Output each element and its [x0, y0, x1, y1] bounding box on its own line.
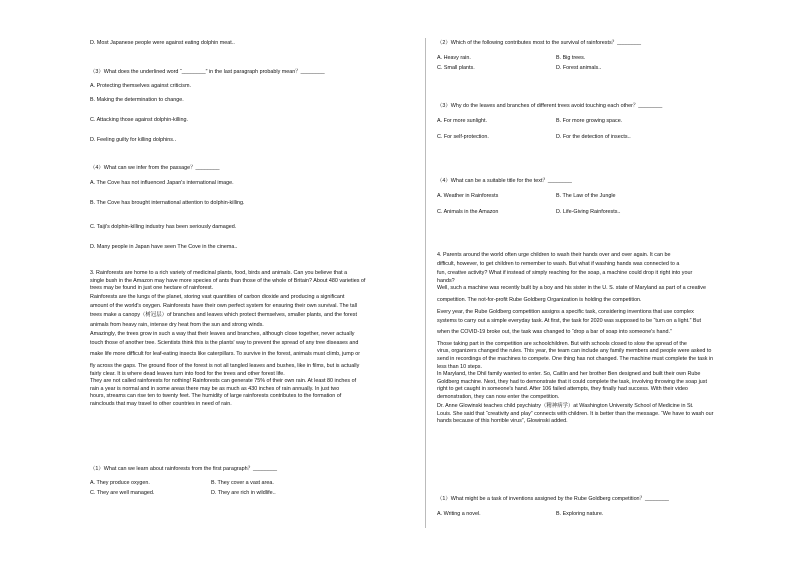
p3-q3-option-d: D. For the detection of insects.． — [556, 134, 635, 140]
p3-q1-option-c: C. They are well managed. — [90, 490, 155, 496]
q3-option-a: A. Protecting themselves against criticism. — [90, 83, 191, 89]
p3-q4-option-d: D. Life-Giving Rainforests.． — [556, 209, 625, 215]
p3-q2-option-b: B. Big trees. — [556, 55, 586, 61]
q1-option-d: D. Most Japanese people were against eating dolphin meat.． — [90, 40, 239, 46]
passage-4-line: competition. The not-for-profit Rube Goldberg Organization is holding the competition. — [437, 296, 642, 303]
passage-3-line: trees make a canopy（树冠层）of branches and leaves which protect themselves, smaller plants, and the forest — [90, 312, 357, 319]
passage-3-line: animals from heavy rain, intense dry heat from the sun and strong winds. — [90, 321, 264, 328]
passage-4-line: right to get caught in someone's hand. After 106 failed attempts, they finally had success. With their video — [437, 386, 688, 393]
passage-4-line: virus, organizers changed the rules. This year, the team can include any family members and people were asked to — [437, 348, 712, 355]
passage-3-line: single bush in the Amazon may have more species of ants than those of the whole of Britain? About 480 varieties of — [90, 277, 366, 284]
p3-q1-option-b: B. They cover a vast area. — [211, 480, 274, 486]
q4-stem: （4）What can we infer from the passage？________ — [90, 165, 220, 171]
passage-4-line: demonstration, they can now enter the competition. — [437, 394, 560, 400]
q3-stem: （3）What does the underlined word “________” in the last paragraph probably mean？________ — [90, 69, 325, 75]
p3-q4-option-a: A. Weather in Rainforests — [437, 193, 499, 199]
passage-4-line: Louis. She said that “creativity and play” connects with children. It is better than the message. “We have to wash our — [437, 410, 714, 417]
passage-3-line: trees may be found in just one hectare of rainforest. — [90, 285, 214, 292]
passage-3-line: fly across the gaps. The ground floor of the forest is not all tangled leaves and bushes, like in films, but is actually — [90, 362, 360, 369]
passage-3-line: 3. Rainforests are home to a rich variety of medicinal plants, food, birds and animals. Can you believe that a — [90, 270, 348, 276]
p3-q2-option-c: C. Small plants. — [437, 65, 475, 71]
passage-3-line: rain a year is normal and in some areas there may be as much as 430 inches of rain annually. In just two — [90, 385, 340, 392]
passage-4-line: Goldberg machine. Next, they had to demonstrate that it could complete the task, involving throwing the soap just — [437, 378, 707, 385]
passage-4-line: Well, such a machine was recently built by a boy and his sister in the U. S. state of Maryland as part of a creative — [437, 285, 706, 292]
column-divider — [425, 38, 426, 528]
passage-3-line: They are not called rainforests for nothing! Rainforests can generate 75% of their own rain. At least 80 inches of — [90, 378, 357, 385]
passage-4-line: In Maryland, the Dhil family wanted to enter. So, Caitlin and her brother Ben designed and built their own Rube — [437, 371, 701, 378]
p3-q4-option-b: B. The Law of the Jungle — [556, 193, 616, 199]
p3-q4-option-c: C. Animals in the Amazon — [437, 209, 499, 215]
p3-q2-stem: （2）Which of the following contributes most to the survival of rainforests？________ — [437, 40, 642, 46]
p3-q1-stem: （1）What can we learn about rainforests from the first paragraph？________ — [90, 466, 277, 472]
p3-q2-option-d: D. Forest animals.． — [556, 65, 606, 71]
p3-q3-stem: （3）Why do the leaves and branches of different trees avoid touching each other？________ — [437, 103, 663, 109]
q4-option-a: A. The Cove has not influenced Japan's international image. — [90, 180, 234, 186]
passage-3 — [90, 270, 420, 409]
passage-4-line: Dr. Anne Glowinski teaches child psychiatry（精神病学）at Washington University School of Medicine in St. — [437, 403, 694, 410]
passage-4 — [437, 252, 777, 426]
q3-option-b: B. Making the determination to change. — [90, 97, 184, 103]
p4-q1-option-b: B. Exploring nature. — [556, 511, 604, 517]
p4-q1-stem: （1）What might be a task of inventions assigned by the Rube Goldberg competition？________ — [437, 496, 669, 502]
passage-4-line: hands? — [437, 277, 455, 284]
passage-3-line: rainclouds that may travel to other countries in need of rain. — [90, 400, 232, 407]
p4-q1-option-a: A. Writing a novel. — [437, 511, 481, 517]
passage-4-line: systems to carry out a simple everyday task. At first, the task for 2020 was supposed to be “turn on a light.” But — [437, 317, 701, 324]
passage-4-line: when the COVID-19 broke out, the task was changed to “drop a bar of soap into someone's hand.” — [437, 329, 672, 336]
passage-3-line: touch those of another tree. Scientists think this is the plants' way to prevent the spread of any tree diseases and — [90, 339, 359, 346]
q4-option-b: B. The Cove has brought international attention to dolphin-killing. — [90, 200, 245, 206]
p3-q4-stem: （4）What can be a suitable title for the text？________ — [437, 178, 572, 184]
p3-q3-option-c: C. For self-protection. — [437, 134, 489, 140]
p3-q3-option-a: A. For more sunlight. — [437, 118, 488, 124]
p3-q3-option-b: B. For more growing space. — [556, 118, 623, 124]
q3-option-d: D. Feeling guilty for killing dolphins.． — [90, 137, 180, 143]
passage-4-line: Those taking part in the competition are schoolchildren. But with schools closed to slow the spread of the — [437, 340, 687, 347]
p3-q2-option-a: A. Heavy rain. — [437, 55, 471, 61]
passage-4-line: difficult, however, to get children to remember to wash. But what if washing hands was connected to a — [437, 261, 680, 268]
passage-4-line: Every year, the Rube Goldberg competition assigns a specific task, considering inventions that use complex — [437, 308, 694, 315]
passage-4-line: fun, creative activity? What if instead of simply reaching for the soap, a machine could drop it right into your — [437, 270, 693, 277]
q4-option-d: D. Many people in Japan have seen The Cove in the cinema.． — [90, 244, 242, 250]
passage-4-line: send in recordings of the machines to compete. One thing has not changed. The machine must complete the task in — [437, 356, 714, 363]
p3-q1-option-a: A. They produce oxygen. — [90, 480, 150, 486]
passage-3-line: amount of the world's oxygen. Rainforests have their own perfect system for ensuring their own survival. The tall — [90, 303, 357, 310]
passage-4-line: 4. Parents around the world often urge children to wash their hands over and over again. It can be — [437, 252, 671, 258]
passage-3-line: Amazingly, the trees grow in such a way that their leaves and branches, although close together, never actually — [90, 330, 355, 337]
q4-option-c: C. Taiji's dolphin-killing industry has been seriously damaged. — [90, 224, 237, 230]
p3-q1-option-d: D. They are rich in wildlife.． — [211, 490, 280, 496]
passage-4-line: hands because of this horrible virus”, Glowinski added. — [437, 418, 568, 425]
passage-3-line: fairly clear. It is where dead leaves turn into food for the trees and other forest life. — [90, 370, 285, 377]
q3-option-c: C. Attacking those against dolphin-killing. — [90, 117, 188, 123]
passage-3-line: Rainforests are the lungs of the planet, storing vast quantities of carbon dioxide and producing a significant — [90, 294, 345, 301]
passage-4-line: less than 10 steps. — [437, 363, 482, 370]
passage-3-line: hours, streams can rise ten to twenty feet. The humidity of large rainforests contributes to the formation of — [90, 393, 342, 400]
passage-3-line: make life more difficult for leaf-eating insects like caterpillars. To survive in the forest, animals must climb, jump or — [90, 351, 361, 358]
